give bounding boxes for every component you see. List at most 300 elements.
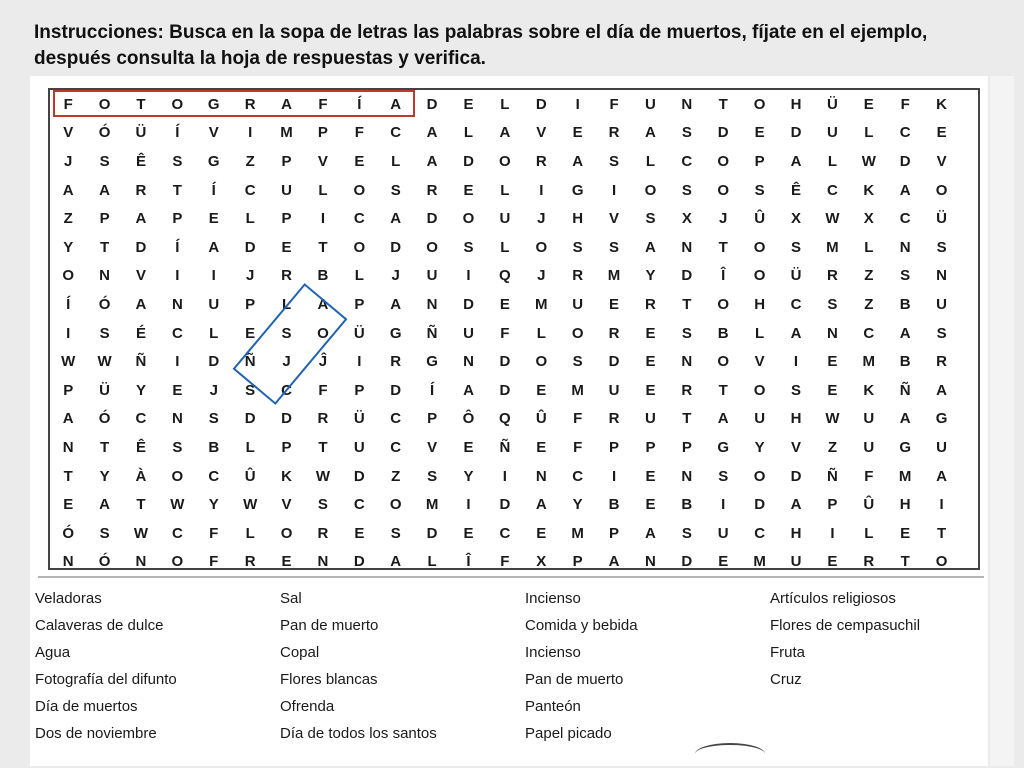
grid-letter: P [354,381,365,399]
grid-letter: A [790,324,802,342]
grid-letter: R [572,267,584,285]
grid-letter: F [573,410,583,428]
grid-letter: Ó [62,524,75,542]
grid-letter: Û [244,467,256,485]
grid-letter: E [354,152,365,170]
grid-letter: E [172,381,183,399]
grid-letter: D [208,353,220,371]
grid-letter: A [936,467,947,485]
grid-letter: D [426,95,438,113]
grid-letter: N [317,553,329,571]
grid-letter: D [790,124,802,142]
grid-letter: A [317,295,329,313]
grid-letter: O [535,353,548,371]
grid-letter: D [281,410,292,428]
grid-letter: Ó [98,124,111,142]
grid-letter: Ñ [135,353,147,371]
grid-letter: S [427,467,438,485]
grid-letter: O [571,324,584,342]
grid-letter: U [463,324,474,342]
grid-letter: S [681,124,692,142]
grid-letter: V [281,496,292,514]
grid-letter: C [863,324,875,342]
grid-letter: R [681,381,693,399]
grid-letter: U [645,410,656,428]
grid-letter: E [499,295,510,313]
grid-letter: P [754,152,765,170]
grid-letter: M [571,381,584,399]
grid-letter: X [536,553,547,571]
grid-letter: F [900,95,910,113]
grid-letter: L [864,524,874,542]
grid-letter: D [790,467,802,485]
grid-letter: A [62,181,74,199]
grid-letter: O [753,238,766,256]
grid-letter: I [793,353,799,371]
grid-letter: Í [175,124,180,142]
grid-letter: C [790,295,802,313]
grid-letter: E [463,181,474,199]
grid-letter: Ü [135,124,147,142]
grid-letter: I [539,181,544,199]
grid-letter: W [97,353,112,371]
grid-letter: W [861,152,876,170]
grid-letter: E [63,496,74,514]
word-list-item: Flores blancas [280,671,378,688]
grid-letter: Û [863,496,875,514]
grid-letter: O [171,553,184,571]
grid-letter: T [900,553,910,571]
grid-letter: S [754,181,765,199]
grid-letter: T [136,95,146,113]
grid-letter: Ü [826,95,838,113]
grid-letter: F [209,524,219,542]
grid-letter: Z [864,295,874,313]
grid-letter: A [608,553,620,571]
grid-letter: E [245,324,256,342]
grid-letter: F [500,553,510,571]
grid-letter: P [245,295,256,313]
grid-letter: M [753,553,766,571]
grid-letter: P [609,438,620,456]
grid-letter: Z [391,467,401,485]
grid-letter: B [608,496,620,514]
grid-letter: S [99,152,110,170]
grid-letter: Z [864,267,874,285]
grid-letter: E [754,124,765,142]
word-list-item: Calaveras de dulce [35,617,164,634]
grid-letter: A [390,95,402,113]
grid-letter: L [500,95,510,113]
grid-letter: D [899,152,911,170]
grid-letter: T [682,410,692,428]
grid-letter: A [135,210,147,228]
grid-letter: E [718,553,729,571]
grid-letter: A [390,210,402,228]
grid-letter: L [864,124,874,142]
grid-letter: T [718,381,728,399]
grid-letter: A [62,410,74,428]
grid-letter: E [609,295,620,313]
grid-letter: U [572,295,584,313]
grid-letter: I [248,124,253,142]
grid-letter: L [281,295,292,313]
grid-letter: D [353,553,365,571]
grid-letter: O [426,238,438,256]
grid-letter: E [645,467,656,485]
grid-letter: A [535,496,547,514]
grid-letter: Ñ [899,381,911,399]
grid-letter: N [535,467,547,485]
grid-letter: N [681,353,693,371]
grid-letter: M [898,467,912,485]
grid-letter: T [100,238,110,256]
grid-letter: T [172,181,182,199]
letter-grid [50,90,962,576]
grid-letter: O [753,381,766,399]
grid-letter: N [681,95,693,113]
grid-letter: D [754,496,766,514]
grid-letter: K [936,95,947,113]
grid-letter: A [99,496,110,514]
grid-letter: P [281,210,292,228]
grid-letter: L [827,152,837,170]
grid-letter: N [681,467,693,485]
grid-letter: F [573,438,583,456]
grid-letter: F [63,95,73,113]
grid-letter: P [645,438,656,456]
grid-letter: O [717,353,730,371]
grid-letter: R [135,181,147,199]
grid-letter: E [645,381,656,399]
grid-letter: R [863,553,875,571]
grid-letter: I [320,210,326,228]
grid-letter: U [863,438,875,456]
grid-letter: E [463,438,474,456]
grid-letter: L [245,524,255,542]
grid-letter: M [535,295,548,313]
grid-letter: H [790,524,802,542]
grid-letter: W [170,496,185,514]
grid-letter: U [608,381,620,399]
grid-letter: R [426,181,438,199]
grid-letter: G [389,324,402,342]
grid-letter: P [281,152,292,170]
word-list-item: Ofrenda [280,698,335,715]
grid-letter: P [827,496,838,514]
grid-letter: O [171,95,184,113]
grid-letter: C [390,410,402,428]
grid-letter: B [717,324,729,342]
grid-letter: G [207,152,220,170]
grid-letter: S [463,238,474,256]
word-list-item: Flores de cempasuchil [770,617,921,634]
grid-letter: D [499,353,511,371]
grid-letter: S [645,210,656,228]
grid-letter: Ñ [244,353,256,371]
grid-letter: D [135,238,147,256]
grid-letter: I [611,467,617,485]
grid-letter: P [317,124,328,142]
grid-letter: N [826,324,838,342]
word-list-item: Comida y bebida [525,617,638,634]
word-search-sheet [30,76,988,766]
grid-letter: I [175,353,180,371]
grid-letter: E [463,524,474,542]
grid-letter: H [790,95,802,113]
grid-letter: Í [211,181,216,199]
grid-letter: F [209,553,219,571]
grid-letter: C [353,210,365,228]
word-list-item: Incienso [525,590,581,607]
grid-letter: A [899,324,911,342]
grid-letter: E [536,438,547,456]
grid-letter: C [899,210,911,228]
grid-letter: T [718,238,728,256]
grid-letter: O [389,496,402,514]
grid-letter: Y [754,438,765,456]
grid-letter: T [318,438,328,456]
scrollbar[interactable] [990,76,1014,766]
grid-letter: P [281,438,292,456]
grid-letter: U [936,295,947,313]
grid-letter: S [390,524,401,542]
grid-letter: Í [66,295,71,313]
grid-letter: D [535,95,547,113]
grid-letter: F [354,124,364,142]
grid-letter: Ó [98,410,111,428]
grid-letter: X [791,210,802,228]
grid-letter: C [826,181,838,199]
grid-letter: S [317,496,328,514]
grid-letter: Ê [135,152,146,170]
grid-letter: Û [754,210,766,228]
grid-letter: I [830,524,835,542]
grid-letter: H [790,410,802,428]
grid-letter: J [537,210,546,228]
grid-letter: L [245,438,255,456]
grid-letter: R [244,553,256,571]
grid-letter: Q [499,267,511,285]
grid-letter: A [426,124,438,142]
grid-letter: R [244,95,256,113]
grid-letter: L [427,553,437,571]
grid-letter: A [135,295,147,313]
grid-letter: Q [499,410,511,428]
example-highlight-box [53,90,415,117]
grid-letter: A [790,496,802,514]
grid-letter: A [99,181,110,199]
grid-letter: G [935,410,948,428]
grid-letter: D [390,381,402,399]
grid-letter: B [681,496,693,514]
grid-letter: C [171,324,183,342]
grid-letter: S [936,238,947,256]
grid-letter: D [390,238,402,256]
grid-letter: N [62,438,74,456]
grid-letter: G [426,353,438,371]
grid-letter: O [98,95,111,113]
grid-letter: C [171,524,183,542]
grid-letter: V [208,124,219,142]
grid-letter: O [535,238,548,256]
grid-letter: S [609,238,620,256]
grid-letter: K [863,381,875,399]
grid-letter: T [936,524,947,542]
grid-letter: O [317,324,329,342]
grid-letter: Ü [99,381,110,399]
grid-letter: Y [99,467,110,485]
grid-letter: L [500,238,510,256]
word-list [35,590,985,752]
grid-letter: L [463,124,474,142]
grid-letter: Ü [353,324,365,342]
grid-letter: O [717,295,730,313]
grid-letter: N [62,553,74,571]
grid-letter: D [426,524,438,542]
grid-letter: F [864,467,874,485]
grid-letter: D [244,410,256,428]
grid-letter: C [899,124,911,142]
grid-letter: U [499,210,511,228]
grid-letter: Ó [98,295,111,313]
grid-letter: C [135,410,147,428]
grid-letter: J [391,267,400,285]
grid-letter: Y [135,381,146,399]
grid-letter: F [318,381,328,399]
grid-letter: U [790,553,802,571]
grid-letter: J [245,267,255,285]
grid-letter: R [390,353,402,371]
grid-letter: C [572,467,584,485]
grid-letter: Î [721,267,726,285]
grid-letter: S [791,381,802,399]
grid-letter: O [499,152,511,170]
grid-letter: U [863,410,875,428]
grid-letter: I [211,267,216,285]
grid-letter: U [208,295,220,313]
grid-letter: C [499,524,511,542]
grid-letter: V [536,124,547,142]
word-list-item: Copal [280,644,320,661]
grid-letter: N [171,410,183,428]
word-list-item: Incienso [525,644,581,661]
grid-letter: V [317,152,328,170]
grid-letter: Y [645,267,656,285]
grid-letter: Z [245,152,255,170]
grid-letter: Y [463,467,474,485]
grid-letter: T [718,95,728,113]
grid-letter: P [172,210,183,228]
grid-letter: T [682,295,692,313]
grid-letter: W [825,410,840,428]
grid-letter: S [936,324,947,342]
grid-letter: S [172,438,183,456]
grid-letter: Z [63,210,73,228]
grid-letter: U [426,267,438,285]
grid-letter: P [681,438,692,456]
grid-letter: W [243,496,258,514]
grid-letter: W [133,524,149,542]
grid-letter: F [609,95,619,113]
grid-letter: A [645,124,656,142]
grid-letter: S [791,238,802,256]
grid-letter: A [390,295,402,313]
grid-letter: S [99,524,110,542]
grid-letter: B [208,438,220,456]
grid-letter: O [353,181,366,199]
grid-letter: F [318,95,328,113]
grid-letter: M [571,524,584,542]
word-list-item: Sal [280,590,302,607]
grid-letter: S [609,152,620,170]
grid-letter: J [64,152,73,170]
grid-letter: O [353,238,366,256]
grid-letter: Í [430,381,435,399]
grid-letter: E [536,524,547,542]
word-list-item: Día de muertos [35,698,138,715]
grid-letter: O [935,181,948,199]
word-list-item: Cruz [770,671,802,688]
grid-letter: I [466,267,471,285]
grid-letter: L [209,324,219,342]
word-list-item: Veladoras [35,590,102,607]
grid-letter: V [754,353,765,371]
grid-letter: D [353,467,365,485]
decorative-arc [695,743,765,765]
grid-letter: T [318,238,328,256]
grid-letter: O [717,152,730,170]
grid-letter: E [827,553,838,571]
grid-letter: S [900,267,911,285]
grid-letter: U [754,410,766,428]
grid-letter: M [280,124,293,142]
grid-letter: S [572,238,583,256]
grid-letter: I [721,496,726,514]
grid-letter: A [281,95,292,113]
grid-letter: R [936,353,947,371]
grid-letter: G [899,438,912,456]
grid-letter: E [354,524,365,542]
grid-letter: V [609,210,620,228]
grid-letter: H [899,496,911,514]
grid-letter: Y [572,496,583,514]
grid-letter: S [681,524,692,542]
grid-letter: P [99,210,110,228]
grid-letter: N [171,295,183,313]
grid-letter: S [572,353,583,371]
grid-letter: N [426,295,438,313]
grid-letter: À [135,467,147,485]
grid-letter: I [175,267,180,285]
word-list-item: Papel picado [525,725,612,742]
divider [38,576,984,578]
grid-letter: D [463,152,474,170]
grid-letter: M [607,267,621,285]
grid-letter: R [645,295,656,313]
word-list-item: Fruta [770,644,806,661]
grid-letter: E [827,353,838,371]
grid-letter: C [390,438,402,456]
grid-letter: Y [63,238,74,256]
grid-letter: L [645,152,656,170]
grid-letter: Ü [790,267,802,285]
grid-letter: A [390,553,402,571]
grid-letter: A [717,410,729,428]
grid-letter: V [63,124,74,142]
grid-letter: Ü [353,410,365,428]
grid-letter: R [608,324,620,342]
